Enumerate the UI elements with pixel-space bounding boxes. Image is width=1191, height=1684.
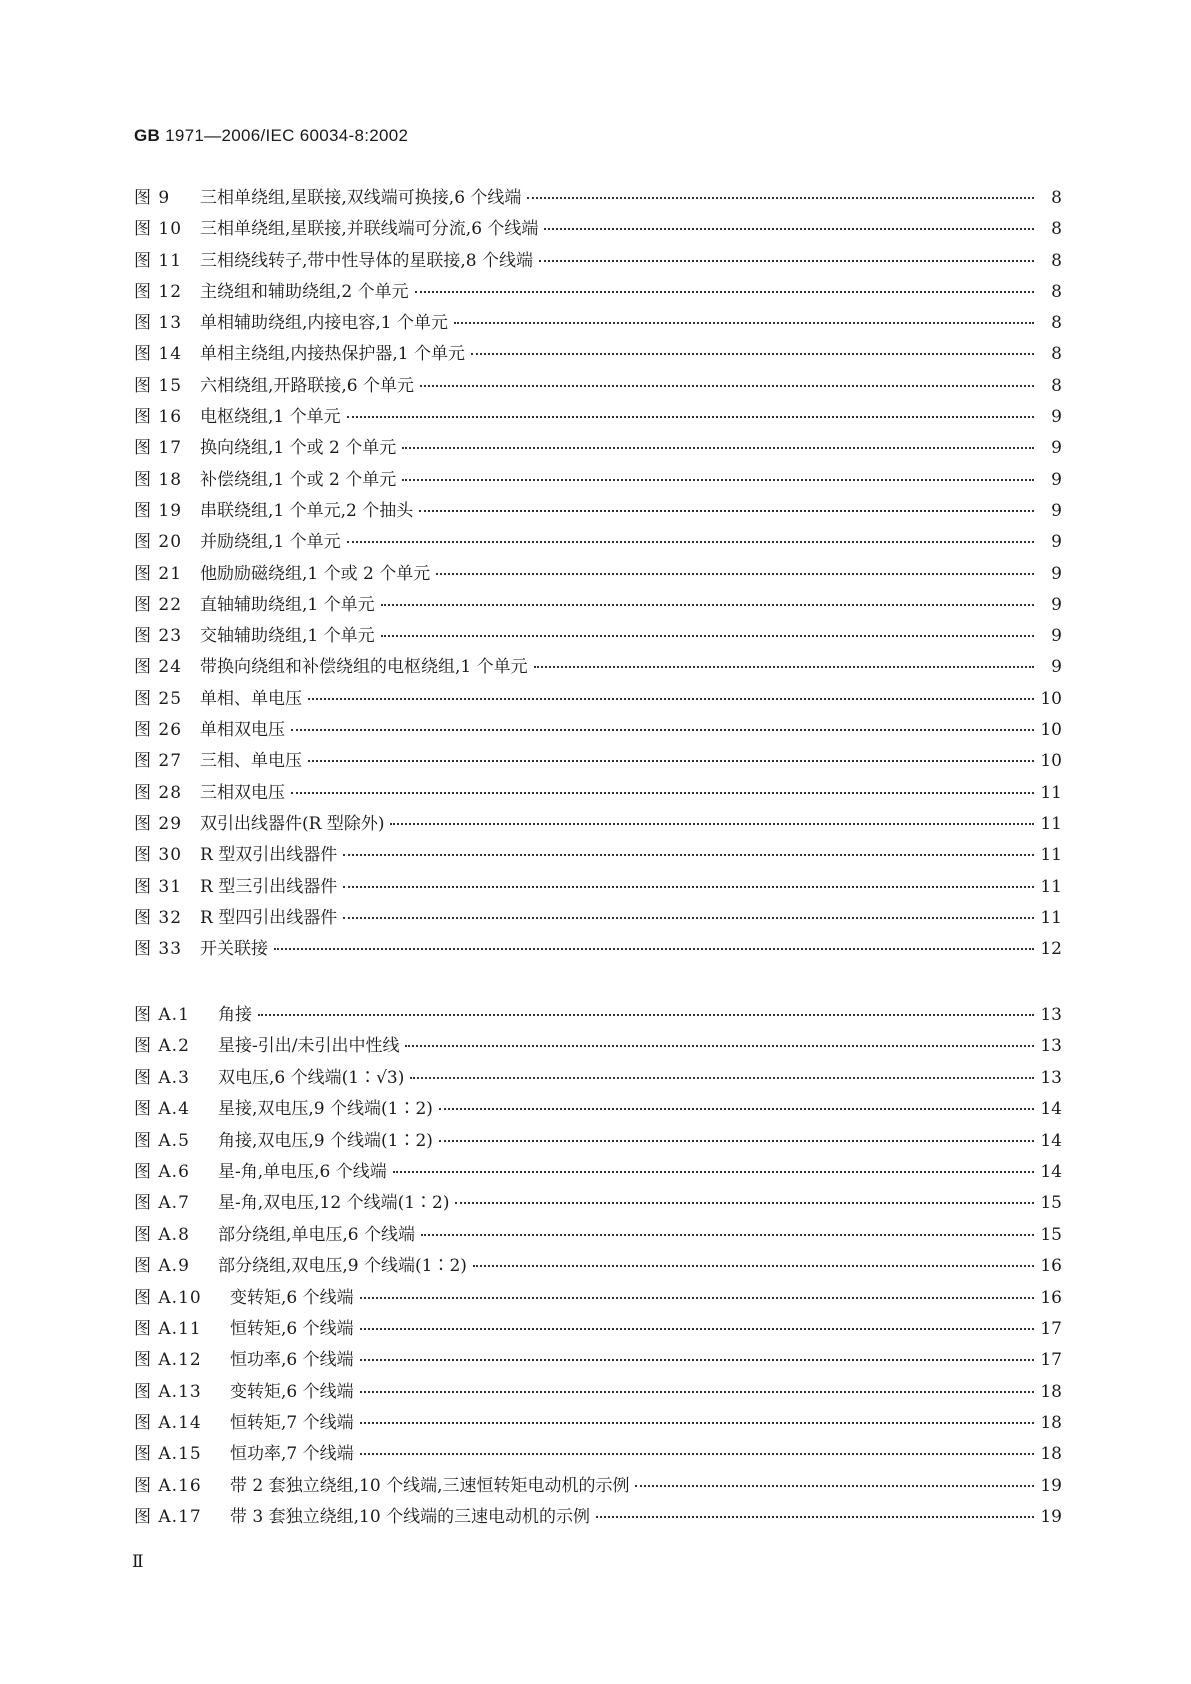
toc-entry[interactable]	[134, 1471, 1062, 1502]
dot-leader	[415, 291, 1034, 293]
dot-leader	[360, 1391, 1034, 1393]
dot-leader	[455, 1202, 1034, 1204]
page-number: 13	[1040, 1005, 1062, 1025]
figure-title: R 型三引出线器件	[200, 876, 338, 897]
page-number: 10	[1040, 751, 1062, 772]
figure-title: 带换向绕组和补偿绕组的电枢绕组,1 个单元	[200, 657, 528, 678]
figure-number: 图 32	[134, 907, 183, 928]
page-number: 11	[1040, 845, 1062, 866]
figure-title: 主绕组和辅助绕组,2 个单元	[200, 281, 409, 302]
page-number: 13	[1040, 1067, 1062, 1088]
page-number: 8	[1051, 188, 1062, 208]
figure-title: 电枢绕组,1 个单元	[200, 407, 341, 428]
figure-title: 变转矩,6 个线端	[230, 1287, 354, 1308]
dot-leader	[410, 1077, 1034, 1079]
page-number: 18	[1040, 1413, 1062, 1434]
figure-number: 图 16	[134, 407, 183, 428]
dot-leader	[527, 197, 1034, 199]
page-number: 8	[1051, 250, 1062, 271]
figure-title: R 型四引出线器件	[200, 907, 338, 928]
dot-leader	[390, 823, 1034, 825]
dot-leader	[421, 1234, 1034, 1236]
figure-number: 图 A.9	[134, 1256, 190, 1277]
figure-number: 图 A.10	[134, 1287, 202, 1308]
figure-number: 图 19	[134, 500, 183, 521]
toc-entry[interactable]	[134, 1157, 1062, 1188]
figure-number: 图 23	[134, 626, 183, 647]
figure-title: 单相双电压	[200, 720, 285, 741]
toc-entry[interactable]	[134, 246, 1062, 277]
figure-number: 图 9	[134, 188, 171, 208]
figure-number: 图 18	[134, 469, 183, 490]
dot-leader	[343, 854, 1034, 856]
figure-title: 三相单绕组,星联接,并联线端可分流,6 个线端	[200, 219, 539, 240]
page-number: 9	[1051, 532, 1062, 553]
toc-entry[interactable]	[134, 1283, 1062, 1314]
page-number: 8	[1051, 375, 1062, 396]
page-number: 8	[1051, 219, 1062, 240]
page-number: 19	[1040, 1507, 1062, 1528]
toc-entry[interactable]	[134, 1220, 1062, 1251]
toc-entry[interactable]	[134, 1063, 1062, 1094]
dot-leader	[635, 1485, 1034, 1487]
page-number: 11	[1040, 813, 1062, 834]
toc-entry[interactable]	[134, 778, 1062, 809]
dot-leader	[471, 353, 1034, 355]
figure-title: 星接,双电压,9 个线端(1∶2)	[218, 1099, 433, 1120]
toc-entry[interactable]	[134, 652, 1062, 683]
dot-leader	[402, 479, 1034, 481]
figure-title: 恒转矩,7 个线端	[230, 1413, 354, 1434]
figure-title: 带 2 套独立绕组,10 个线端,三速恒转矩电动机的示例	[230, 1475, 630, 1496]
dot-leader	[274, 948, 1034, 950]
dot-leader	[596, 1516, 1034, 1518]
figure-title: 直轴辅助绕组,1 个单元	[200, 594, 375, 615]
toc-entry[interactable]	[134, 1314, 1062, 1345]
dot-leader	[439, 1140, 1034, 1142]
figure-title: 三相、单电压	[200, 751, 302, 772]
toc-entry[interactable]	[134, 903, 1062, 934]
figure-number: 图 13	[134, 313, 183, 334]
figure-number: 图 A.3	[134, 1067, 190, 1088]
page-number: 14	[1040, 1099, 1062, 1120]
dot-leader	[258, 1014, 1034, 1016]
annex-figure-list	[134, 1000, 1062, 1534]
figure-title: 六相绕组,开路联接,6 个单元	[200, 375, 415, 396]
figure-number: 图 31	[134, 876, 183, 897]
page-number: 8	[1051, 281, 1062, 302]
toc-entry[interactable]	[134, 621, 1062, 652]
page-number: 9	[1051, 500, 1062, 521]
page-number: 18	[1040, 1444, 1062, 1465]
dot-leader	[393, 1171, 1034, 1173]
figure-list	[134, 183, 1062, 965]
page-number: 14	[1040, 1161, 1062, 1182]
page-number: 12	[1040, 939, 1062, 960]
figure-title: 单相、单电压	[200, 688, 302, 709]
dot-leader	[436, 573, 1034, 575]
page-number: 11	[1040, 876, 1062, 897]
page-number: 11	[1040, 782, 1062, 803]
page-number: 8	[1051, 344, 1062, 365]
page-number: 9	[1051, 438, 1062, 459]
figure-number: 图 A.12	[134, 1350, 202, 1371]
figure-title: 带 3 套独立绕组,10 个线端的三速电动机的示例	[230, 1507, 591, 1528]
standard-number: 1971—2006/IEC 60034-8:2002	[165, 126, 409, 145]
figure-title: 单相主绕组,内接热保护器,1 个单元	[200, 344, 466, 365]
page-number: 8	[1051, 313, 1062, 334]
figure-title: 交轴辅助绕组,1 个单元	[200, 626, 375, 647]
figure-number: 图 10	[134, 219, 183, 240]
footer-page-number: Ⅱ	[132, 1552, 144, 1572]
dot-leader	[381, 635, 1034, 637]
figure-title: 三相单绕组,星联接,双线端可换接,6 个线端	[200, 188, 522, 208]
figure-number: 图 11	[134, 250, 183, 271]
toc-entry[interactable]	[134, 1188, 1062, 1219]
dot-leader	[544, 228, 1034, 230]
dot-leader	[539, 260, 1034, 262]
page-number: 17	[1040, 1350, 1062, 1371]
page-number: 16	[1040, 1256, 1062, 1277]
figure-number: 图 A.2	[134, 1036, 190, 1057]
figure-title: 部分绕组,双电压,9 个线端(1∶2)	[218, 1256, 467, 1277]
dot-leader	[360, 1422, 1034, 1424]
dot-leader	[402, 447, 1034, 449]
figure-number: 图 22	[134, 594, 183, 615]
figure-title: 他励励磁绕组,1 个或 2 个单元	[200, 563, 431, 584]
figure-title: 恒功率,7 个线端	[230, 1444, 354, 1465]
toc-entry[interactable]	[134, 371, 1062, 402]
document-header	[134, 126, 408, 146]
figure-number: 图 A.6	[134, 1161, 190, 1182]
figure-number: 图 A.14	[134, 1413, 202, 1434]
dot-leader	[454, 322, 1034, 324]
dot-leader	[473, 1265, 1034, 1267]
toc-entry[interactable]	[134, 1126, 1062, 1157]
dot-leader	[308, 698, 1034, 700]
toc-entry[interactable]	[134, 496, 1062, 527]
page-number: 9	[1051, 626, 1062, 647]
figure-number: 图 A.8	[134, 1224, 190, 1245]
dot-leader	[439, 1108, 1034, 1110]
page-number: 10	[1040, 720, 1062, 741]
figure-number: 图 33	[134, 939, 183, 960]
figure-number: 图 A.4	[134, 1099, 190, 1120]
toc-entry[interactable]	[134, 214, 1062, 245]
toc-entry[interactable]	[134, 559, 1062, 590]
dot-leader	[347, 416, 1034, 418]
figure-title: 开关联接	[200, 939, 268, 960]
figure-number: 图 A.1	[134, 1005, 190, 1025]
figure-number: 图 29	[134, 813, 183, 834]
figure-number: 图 25	[134, 688, 183, 709]
figure-number: 图 15	[134, 375, 183, 396]
figure-title: 三相绕线转子,带中性导体的星联接,8 个线端	[200, 250, 534, 271]
figure-number: 图 21	[134, 563, 183, 584]
toc-entry[interactable]	[134, 1439, 1062, 1470]
toc-entry[interactable]	[134, 277, 1062, 308]
page-number: 11	[1040, 907, 1062, 928]
figure-number: 图 A.16	[134, 1475, 202, 1496]
toc-entry[interactable]	[134, 872, 1062, 903]
toc-entry[interactable]	[134, 746, 1062, 777]
figure-title: 星-角,单电压,6 个线端	[218, 1161, 387, 1182]
dot-leader	[360, 1328, 1034, 1330]
toc-entry[interactable]	[134, 1345, 1062, 1376]
dot-leader	[308, 760, 1034, 762]
figure-title: 双电压,6 个线端(1∶√3)	[218, 1067, 405, 1088]
toc-entry[interactable]	[134, 339, 1062, 370]
dot-leader	[420, 385, 1034, 387]
toc-entry[interactable]	[134, 840, 1062, 871]
page-number: 15	[1040, 1224, 1062, 1245]
dot-leader	[360, 1359, 1034, 1361]
figure-number: 图 A.5	[134, 1130, 190, 1151]
page-number: 13	[1040, 1036, 1062, 1057]
dot-leader	[360, 1453, 1034, 1455]
figure-title: 部分绕组,单电压,6 个线端	[218, 1224, 416, 1245]
page-number: 15	[1040, 1193, 1062, 1214]
figure-number: 图 A.11	[134, 1318, 202, 1339]
toc-entry[interactable]	[134, 934, 1062, 965]
toc-entry[interactable]	[134, 684, 1062, 715]
figure-number: 图 A.17	[134, 1507, 202, 1528]
figure-title: 并励绕组,1 个单元	[200, 532, 341, 553]
toc-entry[interactable]	[134, 590, 1062, 621]
page-number: 17	[1040, 1318, 1062, 1339]
standard-code: GB	[134, 126, 161, 145]
dot-leader	[291, 729, 1034, 731]
figure-title: 三相双电压	[200, 782, 285, 803]
toc-entry[interactable]	[134, 809, 1062, 840]
figure-title: 串联绕组,1 个单元,2 个抽头	[200, 500, 414, 521]
dot-leader	[360, 1297, 1034, 1299]
figure-title: 补偿绕组,1 个或 2 个单元	[200, 469, 397, 490]
dot-leader	[343, 917, 1034, 919]
figure-number: 图 30	[134, 845, 183, 866]
toc-entry[interactable]	[134, 527, 1062, 558]
figure-number: 图 14	[134, 344, 183, 365]
figure-title: 变转矩,6 个线端	[230, 1381, 354, 1402]
page-number: 9	[1051, 407, 1062, 428]
toc-entry[interactable]	[134, 1377, 1062, 1408]
figure-title: 换向绕组,1 个或 2 个单元	[200, 438, 397, 459]
dot-leader	[291, 792, 1034, 794]
figure-number: 图 20	[134, 532, 183, 553]
figure-number: 图 28	[134, 782, 183, 803]
toc-entry[interactable]	[134, 433, 1062, 464]
figure-number: 图 27	[134, 751, 183, 772]
toc-entry[interactable]	[134, 465, 1062, 496]
page-number: 14	[1040, 1130, 1062, 1151]
dot-leader	[343, 886, 1034, 888]
toc-entry[interactable]	[134, 1502, 1062, 1533]
page-number: 18	[1040, 1381, 1062, 1402]
dot-leader	[381, 604, 1034, 606]
figure-title: 星-角,双电压,12 个线端(1∶2)	[218, 1193, 450, 1214]
page-number: 10	[1040, 688, 1062, 709]
page-number: 9	[1051, 469, 1062, 490]
toc-entry[interactable]	[134, 1251, 1062, 1282]
toc-entry[interactable]	[134, 402, 1062, 433]
toc-entry[interactable]	[134, 1000, 1062, 1031]
figure-number: 图 A.13	[134, 1381, 202, 1402]
dot-leader	[347, 541, 1034, 543]
figure-title: 星接-引出/未引出中性线	[218, 1036, 400, 1057]
figure-title: 恒功率,6 个线端	[230, 1350, 354, 1371]
figure-number: 图 A.15	[134, 1444, 202, 1465]
figure-number: 图 24	[134, 657, 183, 678]
page-number: 16	[1040, 1287, 1062, 1308]
page-number: 9	[1051, 563, 1062, 584]
figure-number: 图 17	[134, 438, 183, 459]
figure-title: 单相辅助绕组,内接电容,1 个单元	[200, 313, 449, 334]
figure-title: 角接,双电压,9 个线端(1∶2)	[218, 1130, 433, 1151]
figure-number: 图 A.7	[134, 1193, 190, 1214]
dot-leader	[534, 666, 1034, 668]
page-number: 9	[1051, 657, 1062, 678]
figure-title: 角接	[218, 1005, 252, 1025]
figure-number: 图 26	[134, 720, 183, 741]
toc-entry[interactable]	[134, 715, 1062, 746]
dot-leader	[419, 510, 1034, 512]
toc-entry[interactable]	[134, 183, 1062, 214]
page-number: 19	[1040, 1475, 1062, 1496]
toc-entry[interactable]	[134, 308, 1062, 339]
dot-leader	[405, 1045, 1034, 1047]
toc-entry[interactable]	[134, 1031, 1062, 1062]
toc-entry[interactable]	[134, 1094, 1062, 1125]
toc-entry[interactable]	[134, 1408, 1062, 1439]
page-number: 9	[1051, 594, 1062, 615]
figure-title: 恒转矩,6 个线端	[230, 1318, 354, 1339]
figure-title: R 型双引出线器件	[200, 845, 338, 866]
figure-title: 双引出线器件(R 型除外)	[200, 813, 385, 834]
figure-number: 图 12	[134, 281, 183, 302]
